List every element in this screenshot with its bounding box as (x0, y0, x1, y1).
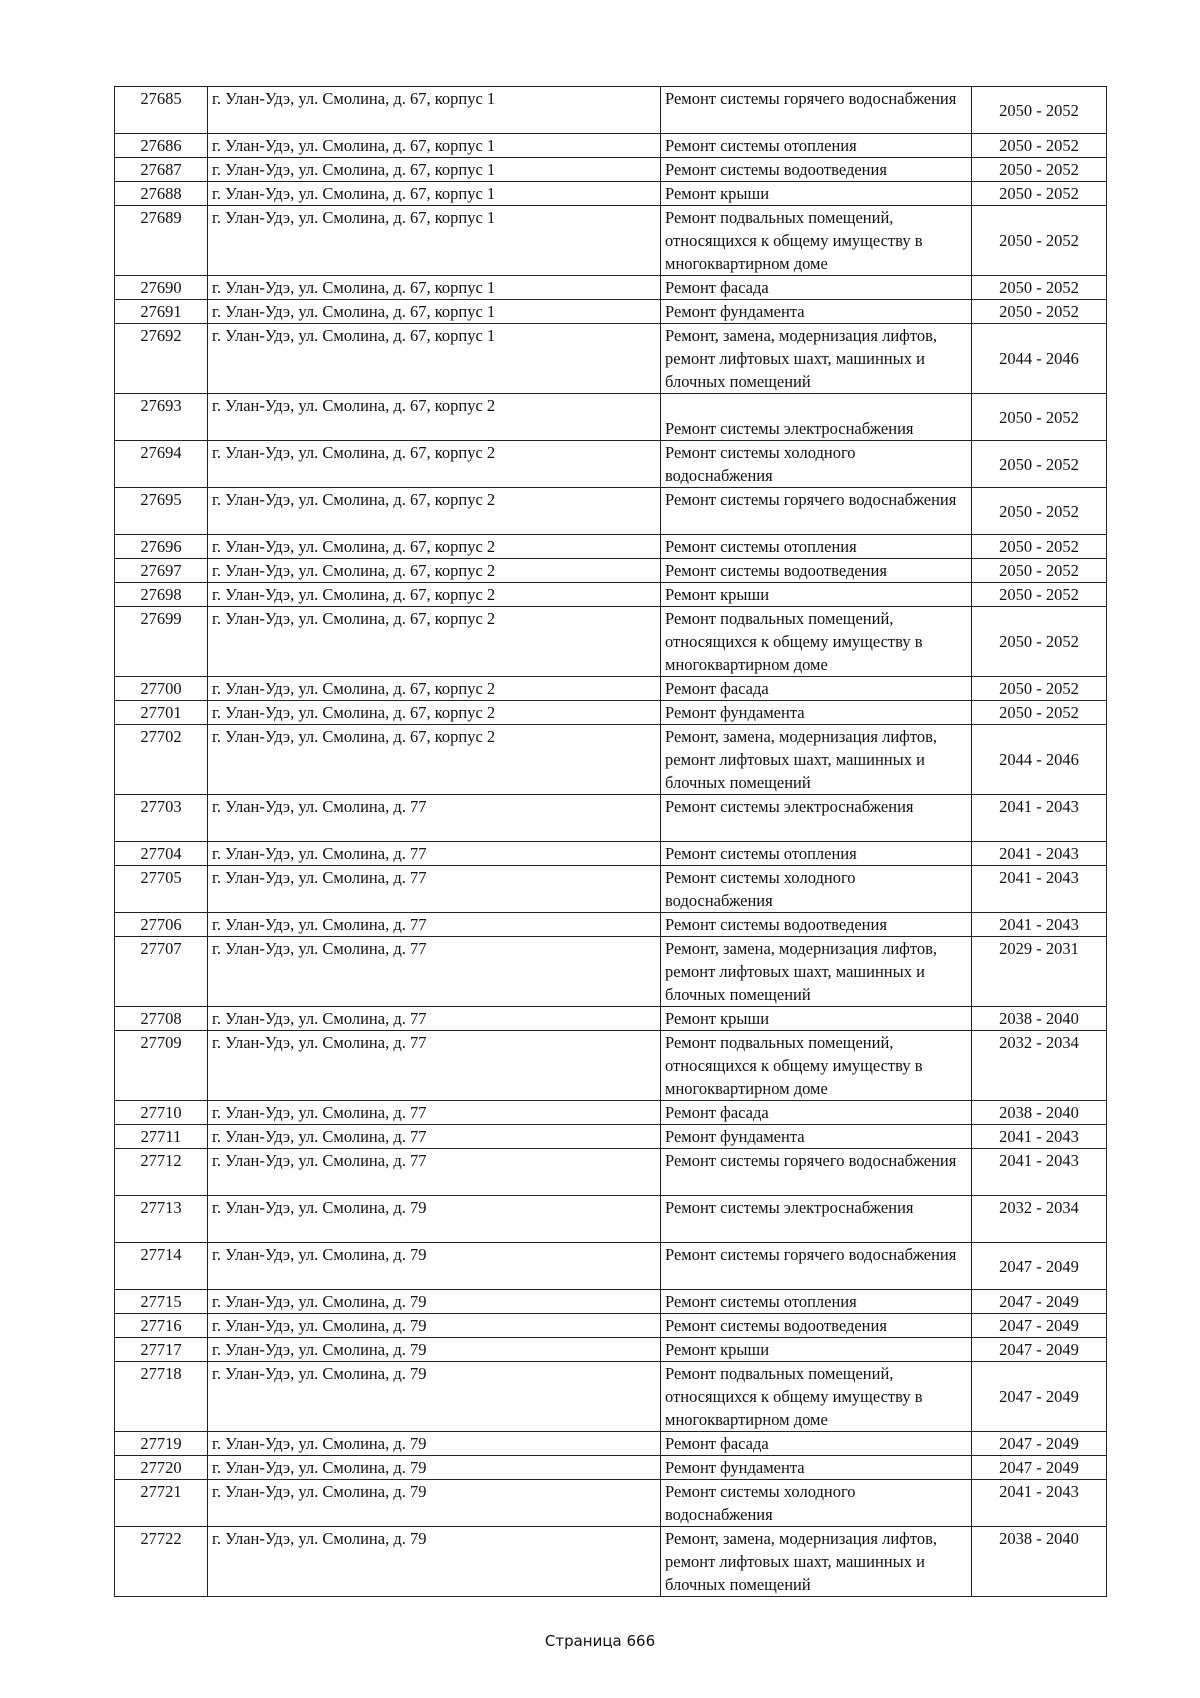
row-number-cell: 27702 (115, 725, 208, 795)
address-cell: г. Улан-Удэ, ул. Смолина, д. 67, корпус 2 (208, 535, 661, 559)
row-number-cell: 27685 (115, 87, 208, 134)
period-cell: 2041 - 2043 (972, 795, 1107, 842)
table-row (115, 134, 1107, 158)
address-cell: г. Улан-Удэ, ул. Смолина, д. 67, корпус 2 (208, 677, 661, 701)
table-row (115, 1480, 1107, 1527)
table-row (115, 1196, 1107, 1243)
address-cell: г. Улан-Удэ, ул. Смолина, д. 79 (208, 1432, 661, 1456)
row-number-cell: 27710 (115, 1101, 208, 1125)
period-cell: 2047 - 2049 (972, 1290, 1107, 1314)
address-cell: г. Улан-Удэ, ул. Смолина, д. 77 (208, 842, 661, 866)
table-row (115, 300, 1107, 324)
row-number-cell: 27719 (115, 1432, 208, 1456)
row-number-cell: 27691 (115, 300, 208, 324)
work-type-cell: Ремонт системы холодного водоснабжения (661, 866, 972, 913)
row-number-cell: 27709 (115, 1031, 208, 1101)
address-cell: г. Улан-Удэ, ул. Смолина, д. 79 (208, 1362, 661, 1432)
period-cell: 2047 - 2049 (972, 1362, 1107, 1432)
row-number-cell: 27700 (115, 677, 208, 701)
period-cell: 2032 - 2034 (972, 1031, 1107, 1101)
row-number-cell: 27714 (115, 1243, 208, 1290)
row-number-cell: 27718 (115, 1362, 208, 1432)
address-cell: г. Улан-Удэ, ул. Смолина, д. 67, корпус 2 (208, 607, 661, 677)
table-row (115, 842, 1107, 866)
address-cell: г. Улан-Удэ, ул. Смолина, д. 67, корпус 2 (208, 441, 661, 488)
row-number-cell: 27707 (115, 937, 208, 1007)
address-cell: г. Улан-Удэ, ул. Смолина, д. 67, корпус 1 (208, 158, 661, 182)
address-cell: г. Улан-Удэ, ул. Смолина, д. 67, корпус 1 (208, 276, 661, 300)
period-cell: 2041 - 2043 (972, 1149, 1107, 1196)
address-cell: г. Улан-Удэ, ул. Смолина, д. 77 (208, 795, 661, 842)
row-number-cell: 27704 (115, 842, 208, 866)
row-number-cell: 27699 (115, 607, 208, 677)
work-type-cell: Ремонт системы отопления (661, 842, 972, 866)
period-cell: 2041 - 2043 (972, 866, 1107, 913)
work-type-cell: Ремонт фундамента (661, 1456, 972, 1480)
work-type-cell: Ремонт, замена, модернизация лифтов, ремонт лифтовых шахт, машинных и блочных помещений (661, 324, 972, 394)
work-type-cell: Ремонт фундамента (661, 1125, 972, 1149)
table-row (115, 607, 1107, 677)
table-row (115, 559, 1107, 583)
row-number-cell: 27706 (115, 913, 208, 937)
work-type-cell: Ремонт системы горячего водоснабжения (661, 1149, 972, 1196)
table-row (115, 1290, 1107, 1314)
period-cell: 2050 - 2052 (972, 134, 1107, 158)
work-type-cell: Ремонт системы электроснабжения (661, 1196, 972, 1243)
period-cell: 2050 - 2052 (972, 535, 1107, 559)
table-row (115, 1101, 1107, 1125)
period-cell: 2050 - 2052 (972, 677, 1107, 701)
table-row (115, 441, 1107, 488)
row-number-cell: 27717 (115, 1338, 208, 1362)
address-cell: г. Улан-Удэ, ул. Смолина, д. 79 (208, 1527, 661, 1597)
work-type-cell: Ремонт подвальных помещений, относящихся к общему имуществу в многоквартирном доме (661, 206, 972, 276)
work-type-cell: Ремонт системы отопления (661, 1290, 972, 1314)
work-type-cell: Ремонт подвальных помещений, относящихся к общему имуществу в многоквартирном доме (661, 1031, 972, 1101)
row-number-cell: 27697 (115, 559, 208, 583)
row-number-cell: 27722 (115, 1527, 208, 1597)
period-cell: 2050 - 2052 (972, 158, 1107, 182)
work-type-cell: Ремонт, замена, модернизация лифтов, ремонт лифтовых шахт, машинных и блочных помещений (661, 937, 972, 1007)
row-number-cell: 27694 (115, 441, 208, 488)
table-row (115, 1007, 1107, 1031)
work-type-cell: Ремонт системы электроснабжения (661, 394, 972, 441)
table-row (115, 1031, 1107, 1101)
work-type-cell: Ремонт системы отопления (661, 535, 972, 559)
work-type-cell: Ремонт крыши (661, 1007, 972, 1031)
period-cell: 2050 - 2052 (972, 206, 1107, 276)
work-type-cell: Ремонт системы водоотведения (661, 913, 972, 937)
table-row (115, 488, 1107, 535)
period-cell: 2050 - 2052 (972, 701, 1107, 725)
table-row (115, 158, 1107, 182)
table-row (115, 866, 1107, 913)
work-type-cell: Ремонт системы горячего водоснабжения (661, 488, 972, 535)
address-cell: г. Улан-Удэ, ул. Смолина, д. 67, корпус 2 (208, 559, 661, 583)
address-cell: г. Улан-Удэ, ул. Смолина, д. 77 (208, 1101, 661, 1125)
address-cell: г. Улан-Удэ, ул. Смолина, д. 67, корпус 1 (208, 134, 661, 158)
table-row (115, 1149, 1107, 1196)
address-cell: г. Улан-Удэ, ул. Смолина, д. 77 (208, 1125, 661, 1149)
address-cell: г. Улан-Удэ, ул. Смолина, д. 77 (208, 937, 661, 1007)
period-cell: 2029 - 2031 (972, 937, 1107, 1007)
table-row (115, 1243, 1107, 1290)
row-number-cell: 27692 (115, 324, 208, 394)
work-type-cell: Ремонт системы холодного водоснабжения (661, 1480, 972, 1527)
table-row (115, 182, 1107, 206)
period-cell: 2041 - 2043 (972, 842, 1107, 866)
period-cell: 2050 - 2052 (972, 607, 1107, 677)
period-cell: 2044 - 2046 (972, 725, 1107, 795)
work-type-cell: Ремонт, замена, модернизация лифтов, ремонт лифтовых шахт, машинных и блочных помещений (661, 1527, 972, 1597)
address-cell: г. Улан-Удэ, ул. Смолина, д. 79 (208, 1480, 661, 1527)
address-cell: г. Улан-Удэ, ул. Смолина, д. 79 (208, 1338, 661, 1362)
period-cell: 2047 - 2049 (972, 1338, 1107, 1362)
period-cell: 2050 - 2052 (972, 87, 1107, 134)
table-row (115, 324, 1107, 394)
period-cell: 2044 - 2046 (972, 324, 1107, 394)
row-number-cell: 27690 (115, 276, 208, 300)
address-cell: г. Улан-Удэ, ул. Смолина, д. 67, корпус 1 (208, 182, 661, 206)
address-cell: г. Улан-Удэ, ул. Смолина, д. 67, корпус 2 (208, 725, 661, 795)
period-cell: 2050 - 2052 (972, 300, 1107, 324)
period-cell: 2041 - 2043 (972, 1480, 1107, 1527)
work-type-cell: Ремонт системы горячего водоснабжения (661, 87, 972, 134)
address-cell: г. Улан-Удэ, ул. Смолина, д. 77 (208, 866, 661, 913)
table-row (115, 795, 1107, 842)
row-number-cell: 27716 (115, 1314, 208, 1338)
work-type-cell: Ремонт фундамента (661, 701, 972, 725)
address-cell: г. Улан-Удэ, ул. Смолина, д. 79 (208, 1314, 661, 1338)
work-type-cell: Ремонт крыши (661, 1338, 972, 1362)
table-row (115, 206, 1107, 276)
period-cell: 2041 - 2043 (972, 913, 1107, 937)
row-number-cell: 27689 (115, 206, 208, 276)
address-cell: г. Улан-Удэ, ул. Смолина, д. 67, корпус 1 (208, 300, 661, 324)
table-row (115, 394, 1107, 441)
period-cell: 2047 - 2049 (972, 1314, 1107, 1338)
period-cell: 2038 - 2040 (972, 1101, 1107, 1125)
row-number-cell: 27688 (115, 182, 208, 206)
work-type-cell: Ремонт крыши (661, 583, 972, 607)
table-row (115, 1432, 1107, 1456)
row-number-cell: 27696 (115, 535, 208, 559)
address-cell: г. Улан-Удэ, ул. Смолина, д. 79 (208, 1290, 661, 1314)
address-cell: г. Улан-Удэ, ул. Смолина, д. 67, корпус 1 (208, 87, 661, 134)
row-number-cell: 27715 (115, 1290, 208, 1314)
table-row (115, 1456, 1107, 1480)
work-type-cell: Ремонт системы водоотведения (661, 158, 972, 182)
table-row (115, 1125, 1107, 1149)
address-cell: г. Улан-Удэ, ул. Смолина, д. 79 (208, 1196, 661, 1243)
table-row (115, 535, 1107, 559)
period-cell: 2050 - 2052 (972, 488, 1107, 535)
address-cell: г. Улан-Удэ, ул. Смолина, д. 77 (208, 913, 661, 937)
table-row (115, 1527, 1107, 1597)
row-number-cell: 27693 (115, 394, 208, 441)
period-cell: 2050 - 2052 (972, 394, 1107, 441)
table-row (115, 583, 1107, 607)
table-row (115, 677, 1107, 701)
work-type-cell: Ремонт подвальных помещений, относящихся к общему имуществу в многоквартирном доме (661, 607, 972, 677)
row-number-cell: 27711 (115, 1125, 208, 1149)
work-type-cell: Ремонт системы электроснабжения (661, 795, 972, 842)
table-row (115, 913, 1107, 937)
table-row (115, 937, 1107, 1007)
period-cell: 2050 - 2052 (972, 583, 1107, 607)
work-type-cell: Ремонт системы горячего водоснабжения (661, 1243, 972, 1290)
work-type-cell: Ремонт фасада (661, 1432, 972, 1456)
period-cell: 2050 - 2052 (972, 276, 1107, 300)
work-type-cell: Ремонт системы водоотведения (661, 559, 972, 583)
row-number-cell: 27705 (115, 866, 208, 913)
row-number-cell: 27698 (115, 583, 208, 607)
address-cell: г. Улан-Удэ, ул. Смолина, д. 79 (208, 1243, 661, 1290)
row-number-cell: 27703 (115, 795, 208, 842)
work-type-cell: Ремонт фасада (661, 677, 972, 701)
work-type-cell: Ремонт фасада (661, 276, 972, 300)
period-cell: 2038 - 2040 (972, 1007, 1107, 1031)
period-cell: 2047 - 2049 (972, 1432, 1107, 1456)
address-cell: г. Улан-Удэ, ул. Смолина, д. 77 (208, 1149, 661, 1196)
row-number-cell: 27720 (115, 1456, 208, 1480)
row-number-cell: 27687 (115, 158, 208, 182)
row-number-cell: 27713 (115, 1196, 208, 1243)
table-row (115, 1362, 1107, 1432)
repair-schedule-table (114, 86, 1107, 1597)
row-number-cell: 27686 (115, 134, 208, 158)
work-type-cell: Ремонт системы водоотведения (661, 1314, 972, 1338)
row-number-cell: 27695 (115, 488, 208, 535)
row-number-cell: 27712 (115, 1149, 208, 1196)
table-row (115, 1314, 1107, 1338)
work-type-cell: Ремонт, замена, модернизация лифтов, ремонт лифтовых шахт, машинных и блочных помещений (661, 725, 972, 795)
work-type-cell: Ремонт системы отопления (661, 134, 972, 158)
work-type-cell: Ремонт подвальных помещений, относящихся к общему имуществу в многоквартирном доме (661, 1362, 972, 1432)
period-cell: 2050 - 2052 (972, 182, 1107, 206)
table-row (115, 701, 1107, 725)
address-cell: г. Улан-Удэ, ул. Смолина, д. 77 (208, 1007, 661, 1031)
period-cell: 2041 - 2043 (972, 1125, 1107, 1149)
address-cell: г. Улан-Удэ, ул. Смолина, д. 67, корпус 2 (208, 701, 661, 725)
period-cell: 2047 - 2049 (972, 1456, 1107, 1480)
page-number: Страница 666 (544, 1632, 656, 1650)
table-row (115, 725, 1107, 795)
work-type-cell: Ремонт фундамента (661, 300, 972, 324)
work-type-cell: Ремонт крыши (661, 182, 972, 206)
work-type-cell: Ремонт фасада (661, 1101, 972, 1125)
row-number-cell: 27721 (115, 1480, 208, 1527)
address-cell: г. Улан-Удэ, ул. Смолина, д. 77 (208, 1031, 661, 1101)
row-number-cell: 27708 (115, 1007, 208, 1031)
address-cell: г. Улан-Удэ, ул. Смолина, д. 67, корпус 2 (208, 488, 661, 535)
address-cell: г. Улан-Удэ, ул. Смолина, д. 67, корпус 2 (208, 583, 661, 607)
address-cell: г. Улан-Удэ, ул. Смолина, д. 67, корпус 1 (208, 324, 661, 394)
table-row (115, 276, 1107, 300)
period-cell: 2038 - 2040 (972, 1527, 1107, 1597)
row-number-cell: 27701 (115, 701, 208, 725)
table-row (115, 1338, 1107, 1362)
period-cell: 2050 - 2052 (972, 559, 1107, 583)
work-type-cell: Ремонт системы холодного водоснабжения (661, 441, 972, 488)
period-cell: 2050 - 2052 (972, 441, 1107, 488)
period-cell: 2032 - 2034 (972, 1196, 1107, 1243)
address-cell: г. Улан-Удэ, ул. Смолина, д. 79 (208, 1456, 661, 1480)
table-body (115, 87, 1107, 1597)
table-row (115, 87, 1107, 134)
address-cell: г. Улан-Удэ, ул. Смолина, д. 67, корпус 2 (208, 394, 661, 441)
address-cell: г. Улан-Удэ, ул. Смолина, д. 67, корпус 1 (208, 206, 661, 276)
period-cell: 2047 - 2049 (972, 1243, 1107, 1290)
